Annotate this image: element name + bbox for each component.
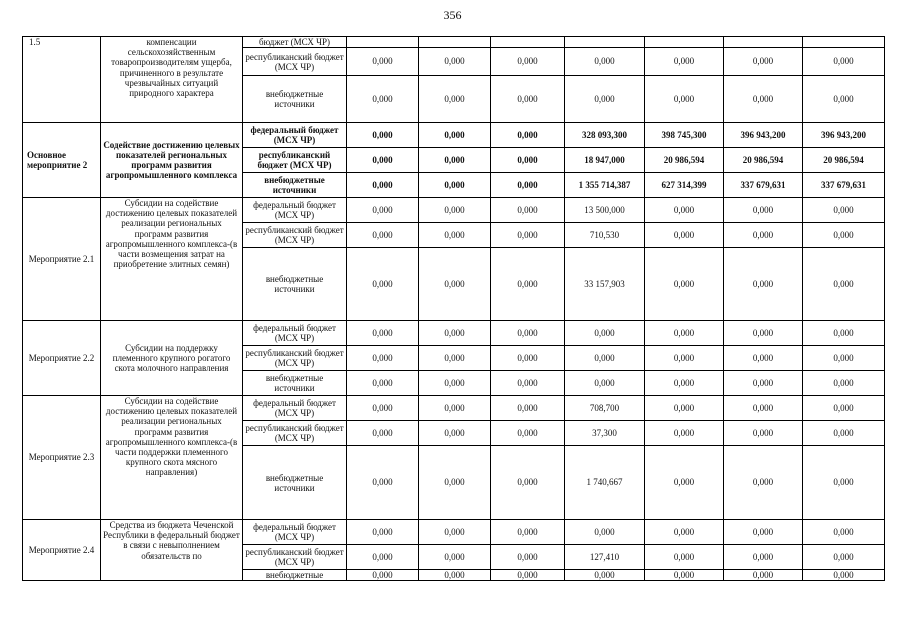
- table-row: [23, 520, 885, 545]
- value-cell: 0,000: [491, 123, 565, 148]
- value-cell: 0,000: [419, 248, 491, 321]
- value-cell: 0,000: [724, 198, 803, 223]
- value-cell: 0,000: [803, 48, 885, 76]
- value-cell: 0,000: [491, 223, 565, 248]
- row-code: Мероприятие 2.3: [23, 396, 101, 520]
- value-cell: 0,000: [724, 371, 803, 396]
- value-cell: 337 679,631: [803, 173, 885, 198]
- value-cell: 708,700: [565, 396, 645, 421]
- value-cell: [347, 37, 419, 48]
- value-cell: 0,000: [347, 570, 419, 581]
- value-cell: 0,000: [347, 421, 419, 446]
- row-name: Субсидии на поддержку племенного крупного рогатого скота молочного направления: [101, 321, 243, 396]
- value-cell: 0,000: [347, 148, 419, 173]
- value-cell: 0,000: [419, 545, 491, 570]
- value-cell: 337 679,631: [724, 173, 803, 198]
- value-cell: 0,000: [419, 421, 491, 446]
- value-cell: 0,000: [347, 173, 419, 198]
- value-cell: 0,000: [491, 520, 565, 545]
- value-cell: 0,000: [347, 48, 419, 76]
- funding-source: внебюджетные источники: [243, 371, 347, 396]
- value-cell: 627 314,399: [645, 173, 724, 198]
- value-cell: 0,000: [347, 520, 419, 545]
- value-cell: 0,000: [724, 321, 803, 346]
- value-cell: [645, 37, 724, 48]
- table-row: [23, 396, 885, 421]
- value-cell: 18 947,000: [565, 148, 645, 173]
- value-cell: 37,300: [565, 421, 645, 446]
- value-cell: 127,410: [565, 545, 645, 570]
- funding-source: внебюджетные источники: [243, 446, 347, 520]
- value-cell: 0,000: [724, 248, 803, 321]
- value-cell: 0,000: [803, 223, 885, 248]
- value-cell: [419, 37, 491, 48]
- value-cell: 0,000: [724, 223, 803, 248]
- value-cell: 0,000: [724, 520, 803, 545]
- value-cell: 20 986,594: [724, 148, 803, 173]
- funding-source: республиканский бюджет (МСХ ЧР): [243, 48, 347, 76]
- value-cell: 13 500,000: [565, 198, 645, 223]
- value-cell: 0,000: [803, 520, 885, 545]
- row-name: Средства из бюджета Чеченской Республики в федеральный бюджет в связи с невыполнением обязательств по: [101, 520, 243, 581]
- value-cell: 0,000: [645, 446, 724, 520]
- value-cell: 0,000: [803, 396, 885, 421]
- row-name: Субсидии на содействие достижению целевых показателей реализации региональных программ развития агропромышленного комплекса-(в части возмещения затрат на приобретение элитных семян): [101, 198, 243, 321]
- value-cell: 398 745,300: [645, 123, 724, 148]
- row-code: 1.5: [23, 37, 101, 123]
- value-cell: 0,000: [419, 321, 491, 346]
- value-cell: 0,000: [645, 321, 724, 346]
- value-cell: 0,000: [565, 570, 645, 581]
- funding-source: федеральный бюджет (МСХ ЧР): [243, 198, 347, 223]
- funding-source: республиканский бюджет (МСХ ЧР): [243, 346, 347, 371]
- value-cell: 0,000: [803, 198, 885, 223]
- value-cell: 0,000: [645, 371, 724, 396]
- value-cell: 0,000: [419, 123, 491, 148]
- value-cell: 0,000: [347, 198, 419, 223]
- value-cell: 0,000: [491, 446, 565, 520]
- value-cell: 0,000: [347, 223, 419, 248]
- funding-source: федеральный бюджет (МСХ ЧР): [243, 520, 347, 545]
- funding-source: федеральный бюджет (МСХ ЧР): [243, 321, 347, 346]
- value-cell: 0,000: [419, 173, 491, 198]
- value-cell: 0,000: [803, 570, 885, 581]
- value-cell: [803, 37, 885, 48]
- value-cell: 0,000: [645, 520, 724, 545]
- value-cell: 0,000: [724, 446, 803, 520]
- value-cell: 0,000: [565, 346, 645, 371]
- value-cell: 0,000: [491, 396, 565, 421]
- funding-source: республиканский бюджет (МСХ ЧР): [243, 421, 347, 446]
- value-cell: 0,000: [803, 76, 885, 123]
- value-cell: 0,000: [645, 48, 724, 76]
- value-cell: 0,000: [645, 396, 724, 421]
- page-number: 356: [443, 8, 462, 22]
- funding-source: федеральный бюджет (МСХ ЧР): [243, 123, 347, 148]
- funding-source: внебюджетные источники: [243, 173, 347, 198]
- value-cell: 0,000: [347, 248, 419, 321]
- row-name: компенсации сельскохозяйственным товаропроизводителям ущерба, причиненного в результате чрезвычайных ситуаций природного характера: [101, 37, 243, 123]
- value-cell: 1 740,667: [565, 446, 645, 520]
- value-cell: 0,000: [491, 371, 565, 396]
- value-cell: 0,000: [803, 248, 885, 321]
- value-cell: 396 943,200: [724, 123, 803, 148]
- funding-source: внебюджетные источники: [243, 248, 347, 321]
- row-name: Содействие достижению целевых показателей региональных программ развития агропромышленного комплекса: [101, 123, 243, 198]
- value-cell: 0,000: [419, 346, 491, 371]
- row-code: Мероприятие 2.1: [23, 198, 101, 321]
- value-cell: 710,530: [565, 223, 645, 248]
- value-cell: 0,000: [419, 148, 491, 173]
- value-cell: 0,000: [419, 223, 491, 248]
- value-cell: 0,000: [419, 396, 491, 421]
- value-cell: 0,000: [565, 76, 645, 123]
- value-cell: 0,000: [645, 545, 724, 570]
- value-cell: [491, 37, 565, 48]
- value-cell: 328 093,300: [565, 123, 645, 148]
- value-cell: 0,000: [491, 321, 565, 346]
- value-cell: 0,000: [645, 248, 724, 321]
- value-cell: [724, 37, 803, 48]
- value-cell: 0,000: [565, 371, 645, 396]
- value-cell: 0,000: [419, 446, 491, 520]
- table-row: [23, 198, 885, 223]
- value-cell: 0,000: [347, 76, 419, 123]
- row-code: Мероприятие 2.4: [23, 520, 101, 581]
- row-code: Основное мероприятие 2: [23, 123, 101, 198]
- value-cell: 0,000: [419, 520, 491, 545]
- value-cell: 0,000: [803, 371, 885, 396]
- value-cell: 0,000: [724, 570, 803, 581]
- value-cell: 0,000: [347, 321, 419, 346]
- value-cell: 20 986,594: [645, 148, 724, 173]
- value-cell: 0,000: [419, 570, 491, 581]
- value-cell: 0,000: [645, 570, 724, 581]
- value-cell: 0,000: [724, 48, 803, 76]
- table-row: [23, 321, 885, 346]
- value-cell: 0,000: [803, 321, 885, 346]
- value-cell: 0,000: [419, 48, 491, 76]
- value-cell: 0,000: [419, 76, 491, 123]
- value-cell: 0,000: [724, 545, 803, 570]
- budget-table: [22, 36, 885, 581]
- value-cell: 0,000: [491, 173, 565, 198]
- value-cell: 20 986,594: [803, 148, 885, 173]
- value-cell: 0,000: [347, 346, 419, 371]
- funding-source: бюджет (МСХ ЧР): [243, 37, 347, 48]
- value-cell: 0,000: [491, 421, 565, 446]
- funding-source: внебюджетные источники: [243, 76, 347, 123]
- value-cell: 0,000: [347, 123, 419, 148]
- value-cell: 0,000: [724, 396, 803, 421]
- value-cell: 0,000: [565, 48, 645, 76]
- value-cell: 0,000: [491, 198, 565, 223]
- value-cell: 0,000: [803, 545, 885, 570]
- value-cell: 0,000: [491, 48, 565, 76]
- value-cell: 0,000: [724, 421, 803, 446]
- value-cell: 0,000: [347, 446, 419, 520]
- value-cell: 0,000: [803, 421, 885, 446]
- value-cell: 33 157,903: [565, 248, 645, 321]
- value-cell: 0,000: [645, 198, 724, 223]
- value-cell: 0,000: [491, 76, 565, 123]
- value-cell: 0,000: [803, 446, 885, 520]
- value-cell: 0,000: [565, 321, 645, 346]
- value-cell: 0,000: [491, 148, 565, 173]
- funding-source: республиканский бюджет (МСХ ЧР): [243, 148, 347, 173]
- value-cell: 396 943,200: [803, 123, 885, 148]
- table-row: [23, 123, 885, 148]
- value-cell: 0,000: [491, 570, 565, 581]
- value-cell: 0,000: [645, 346, 724, 371]
- value-cell: 0,000: [645, 76, 724, 123]
- value-cell: 1 355 714,387: [565, 173, 645, 198]
- value-cell: 0,000: [419, 371, 491, 396]
- value-cell: 0,000: [724, 76, 803, 123]
- funding-source: внебюджетные: [243, 570, 347, 581]
- value-cell: 0,000: [645, 421, 724, 446]
- value-cell: 0,000: [724, 346, 803, 371]
- value-cell: 0,000: [565, 520, 645, 545]
- row-code: Мероприятие 2.2: [23, 321, 101, 396]
- value-cell: 0,000: [491, 248, 565, 321]
- value-cell: [565, 37, 645, 48]
- value-cell: 0,000: [347, 371, 419, 396]
- funding-source: республиканский бюджет (МСХ ЧР): [243, 545, 347, 570]
- row-name: Субсидии на содействие достижению целевых показателей реализации региональных программ развития агропромышленного комплекса-(в части поддержки племенного крупного скота мясного направления): [101, 396, 243, 520]
- value-cell: 0,000: [347, 396, 419, 421]
- value-cell: 0,000: [491, 346, 565, 371]
- table-row: [23, 37, 885, 48]
- funding-source: республиканский бюджет (МСХ ЧР): [243, 223, 347, 248]
- value-cell: 0,000: [347, 545, 419, 570]
- funding-source: федеральный бюджет (МСХ ЧР): [243, 396, 347, 421]
- value-cell: 0,000: [645, 223, 724, 248]
- value-cell: 0,000: [803, 346, 885, 371]
- value-cell: 0,000: [419, 198, 491, 223]
- value-cell: 0,000: [491, 545, 565, 570]
